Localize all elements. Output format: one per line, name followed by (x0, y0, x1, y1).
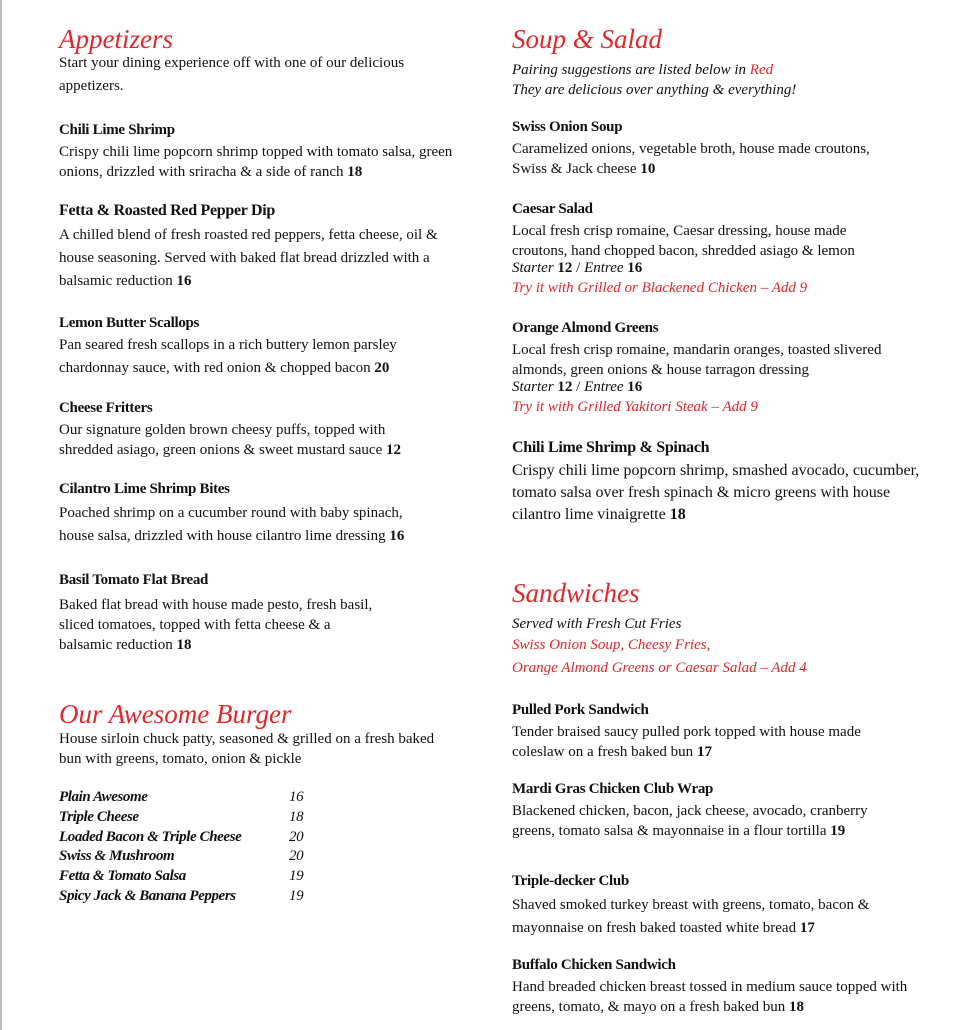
menu-item-desc: Pan seared fresh scallops in a rich buttery lemon parsley chardonnay sauce, with red onion & chopped bacon 20 (59, 337, 397, 376)
menu-item-desc: A chilled blend of fresh roasted red peppers, fetta cheese, oil & house seasoning. Served with baked flat bread drizzled with a balsamic reduction 16 (59, 227, 438, 289)
menu-item-price: 16 (389, 528, 405, 544)
burger-heading: Our Awesome Burger (59, 699, 292, 729)
menu-item-desc: Hand breaded chicken breast tossed in medium sauce topped with greens, tomato, & mayo on a fresh baked bun 18 (512, 979, 908, 1015)
burger-option-price: 16 (289, 789, 304, 805)
burger-option-price: 19 (289, 888, 304, 904)
pairing-note-line2: They are delicious over anything & everything! (512, 82, 797, 98)
menu-item-desc: Poached shrimp on a cucumber round with baby spinach, house salsa, drizzled with house cilantro lime dressing 16 (59, 505, 405, 544)
burger-option: Spicy Jack & Banana Peppers 19 (59, 888, 304, 904)
menu-item-price: 10 (640, 161, 656, 177)
menu-item-name: Basil Tomato Flat Bread (59, 572, 209, 588)
menu-item-name: Fetta & Roasted Red Pepper Dip (59, 202, 276, 219)
pairing-suggestion: Try it with Grilled or Blackened Chicken – Add 9 (512, 280, 808, 296)
menu-item-desc: Tender braised saucy pulled pork topped with house made coleslaw on a fresh baked bun 17 (512, 724, 861, 760)
menu-item-desc: Local fresh crisp romaine, Caesar dressing, house made croutons, hand chopped bacon, shredded asiago & lemon (512, 223, 855, 259)
sandwich-upgrade: Swiss Onion Soup, Cheesy Fries, (512, 637, 711, 653)
menu-item-desc: Blackened chicken, bacon, jack cheese, avocado, cranberry greens, tomato salsa & mayonnaise in a flour tortilla 19 (512, 803, 868, 839)
menu-item-price: 12 (386, 442, 401, 458)
menu-item-price: 18 (669, 506, 686, 523)
menu-item-name: Swiss Onion Soup (512, 119, 623, 135)
burger-option: Loaded Bacon & Triple Cheese 20 (59, 829, 304, 845)
menu-item-desc: Local fresh crisp romaine, mandarin oranges, toasted slivered almonds, green onions & house tarragon dressing (512, 342, 882, 378)
soup-salad-heading: Soup & Salad (512, 24, 663, 54)
menu-item-price: 20 (374, 360, 390, 376)
pairing-note: Pairing suggestions are listed below in Red (512, 62, 774, 78)
menu-item-price: 19 (830, 823, 846, 839)
menu-item-name: Cilantro Lime Shrimp Bites (59, 481, 230, 497)
menu-item-name: Lemon Butter Scallops (59, 315, 200, 331)
appetizers-heading: Appetizers (59, 24, 173, 54)
menu-item-price: 18 (176, 637, 192, 653)
menu-item-desc: Shaved smoked turkey breast with greens, tomato, bacon & mayonnaise on fresh baked toasted white bread 17 (512, 897, 870, 936)
pairing-suggestion: Try it with Grilled Yakitori Steak – Add 9 (512, 399, 758, 415)
menu-item-desc: Caramelized onions, vegetable broth, house made croutons, Swiss & Jack cheese 10 (512, 141, 870, 177)
menu-item-desc: Our signature golden brown cheesy puffs, topped with shredded asiago, green onions & sweet mustard sauce 12 (59, 422, 401, 458)
burger-option-price: 20 (289, 848, 304, 864)
menu-item-desc: Crispy chili lime popcorn shrimp topped with tomato salsa, green onions, drizzled with sriracha & a side of ranch 18 (59, 144, 453, 180)
menu-item-name: Triple-decker Club (512, 873, 629, 889)
appetizers-intro: Start your dining experience off with one of our delicious appetizers. (59, 55, 405, 94)
burger-option: Swiss & Mushroom 20 (59, 848, 304, 864)
burger-option: Plain Awesome 16 (59, 789, 304, 805)
size-prices: Starter 12 / Entree 16 (512, 260, 643, 276)
menu-item-name: Chili Lime Shrimp & Spinach (512, 439, 710, 456)
menu-item-name: Pulled Pork Sandwich (512, 702, 649, 718)
burger-option-price: 19 (289, 868, 304, 884)
menu-item-name: Chili Lime Shrimp (59, 122, 175, 138)
burger-intro: House sirloin chuck patty, seasoned & grilled on a fresh baked bun with greens, tomato, onion & pickle (59, 731, 435, 767)
burger-option: Fetta & Tomato Salsa 19 (59, 868, 304, 884)
burger-option-price: 18 (289, 809, 304, 825)
menu-item-name: Buffalo Chicken Sandwich (512, 957, 676, 973)
menu-item-name: Orange Almond Greens (512, 320, 659, 336)
menu-item-desc: Baked flat bread with house made pesto, fresh basil, sliced tomatoes, topped with fetta cheese & a balsamic reduction 18 (59, 597, 373, 653)
size-prices: Starter 12 / Entree 16 (512, 379, 643, 395)
sandwiches-note: Served with Fresh Cut Fries (512, 616, 682, 632)
menu-item-price: 17 (799, 920, 815, 936)
menu-item-price: 17 (696, 744, 712, 760)
burger-option: Triple Cheese 18 (59, 809, 304, 825)
menu-item-name: Caesar Salad (512, 201, 593, 217)
menu-item-name: Mardi Gras Chicken Club Wrap (512, 781, 714, 797)
menu-item-price: 18 (789, 999, 805, 1015)
menu-item-price: 16 (176, 273, 192, 289)
page-edge-rule (0, 0, 2, 1030)
menu-item-price: 18 (347, 164, 363, 180)
sandwiches-heading: Sandwiches (512, 578, 640, 608)
menu-item-name: Cheese Fritters (59, 400, 153, 416)
sandwich-upgrade-line2: Orange Almond Greens or Caesar Salad – Add 4 (512, 660, 807, 676)
burger-option-price: 20 (289, 829, 304, 845)
menu-item-desc: Crispy chili lime popcorn shrimp, smashed avocado, cucumber, tomato salsa over fresh spinach & micro greens with house cilantro lime vinaigrette 18 (512, 462, 920, 523)
